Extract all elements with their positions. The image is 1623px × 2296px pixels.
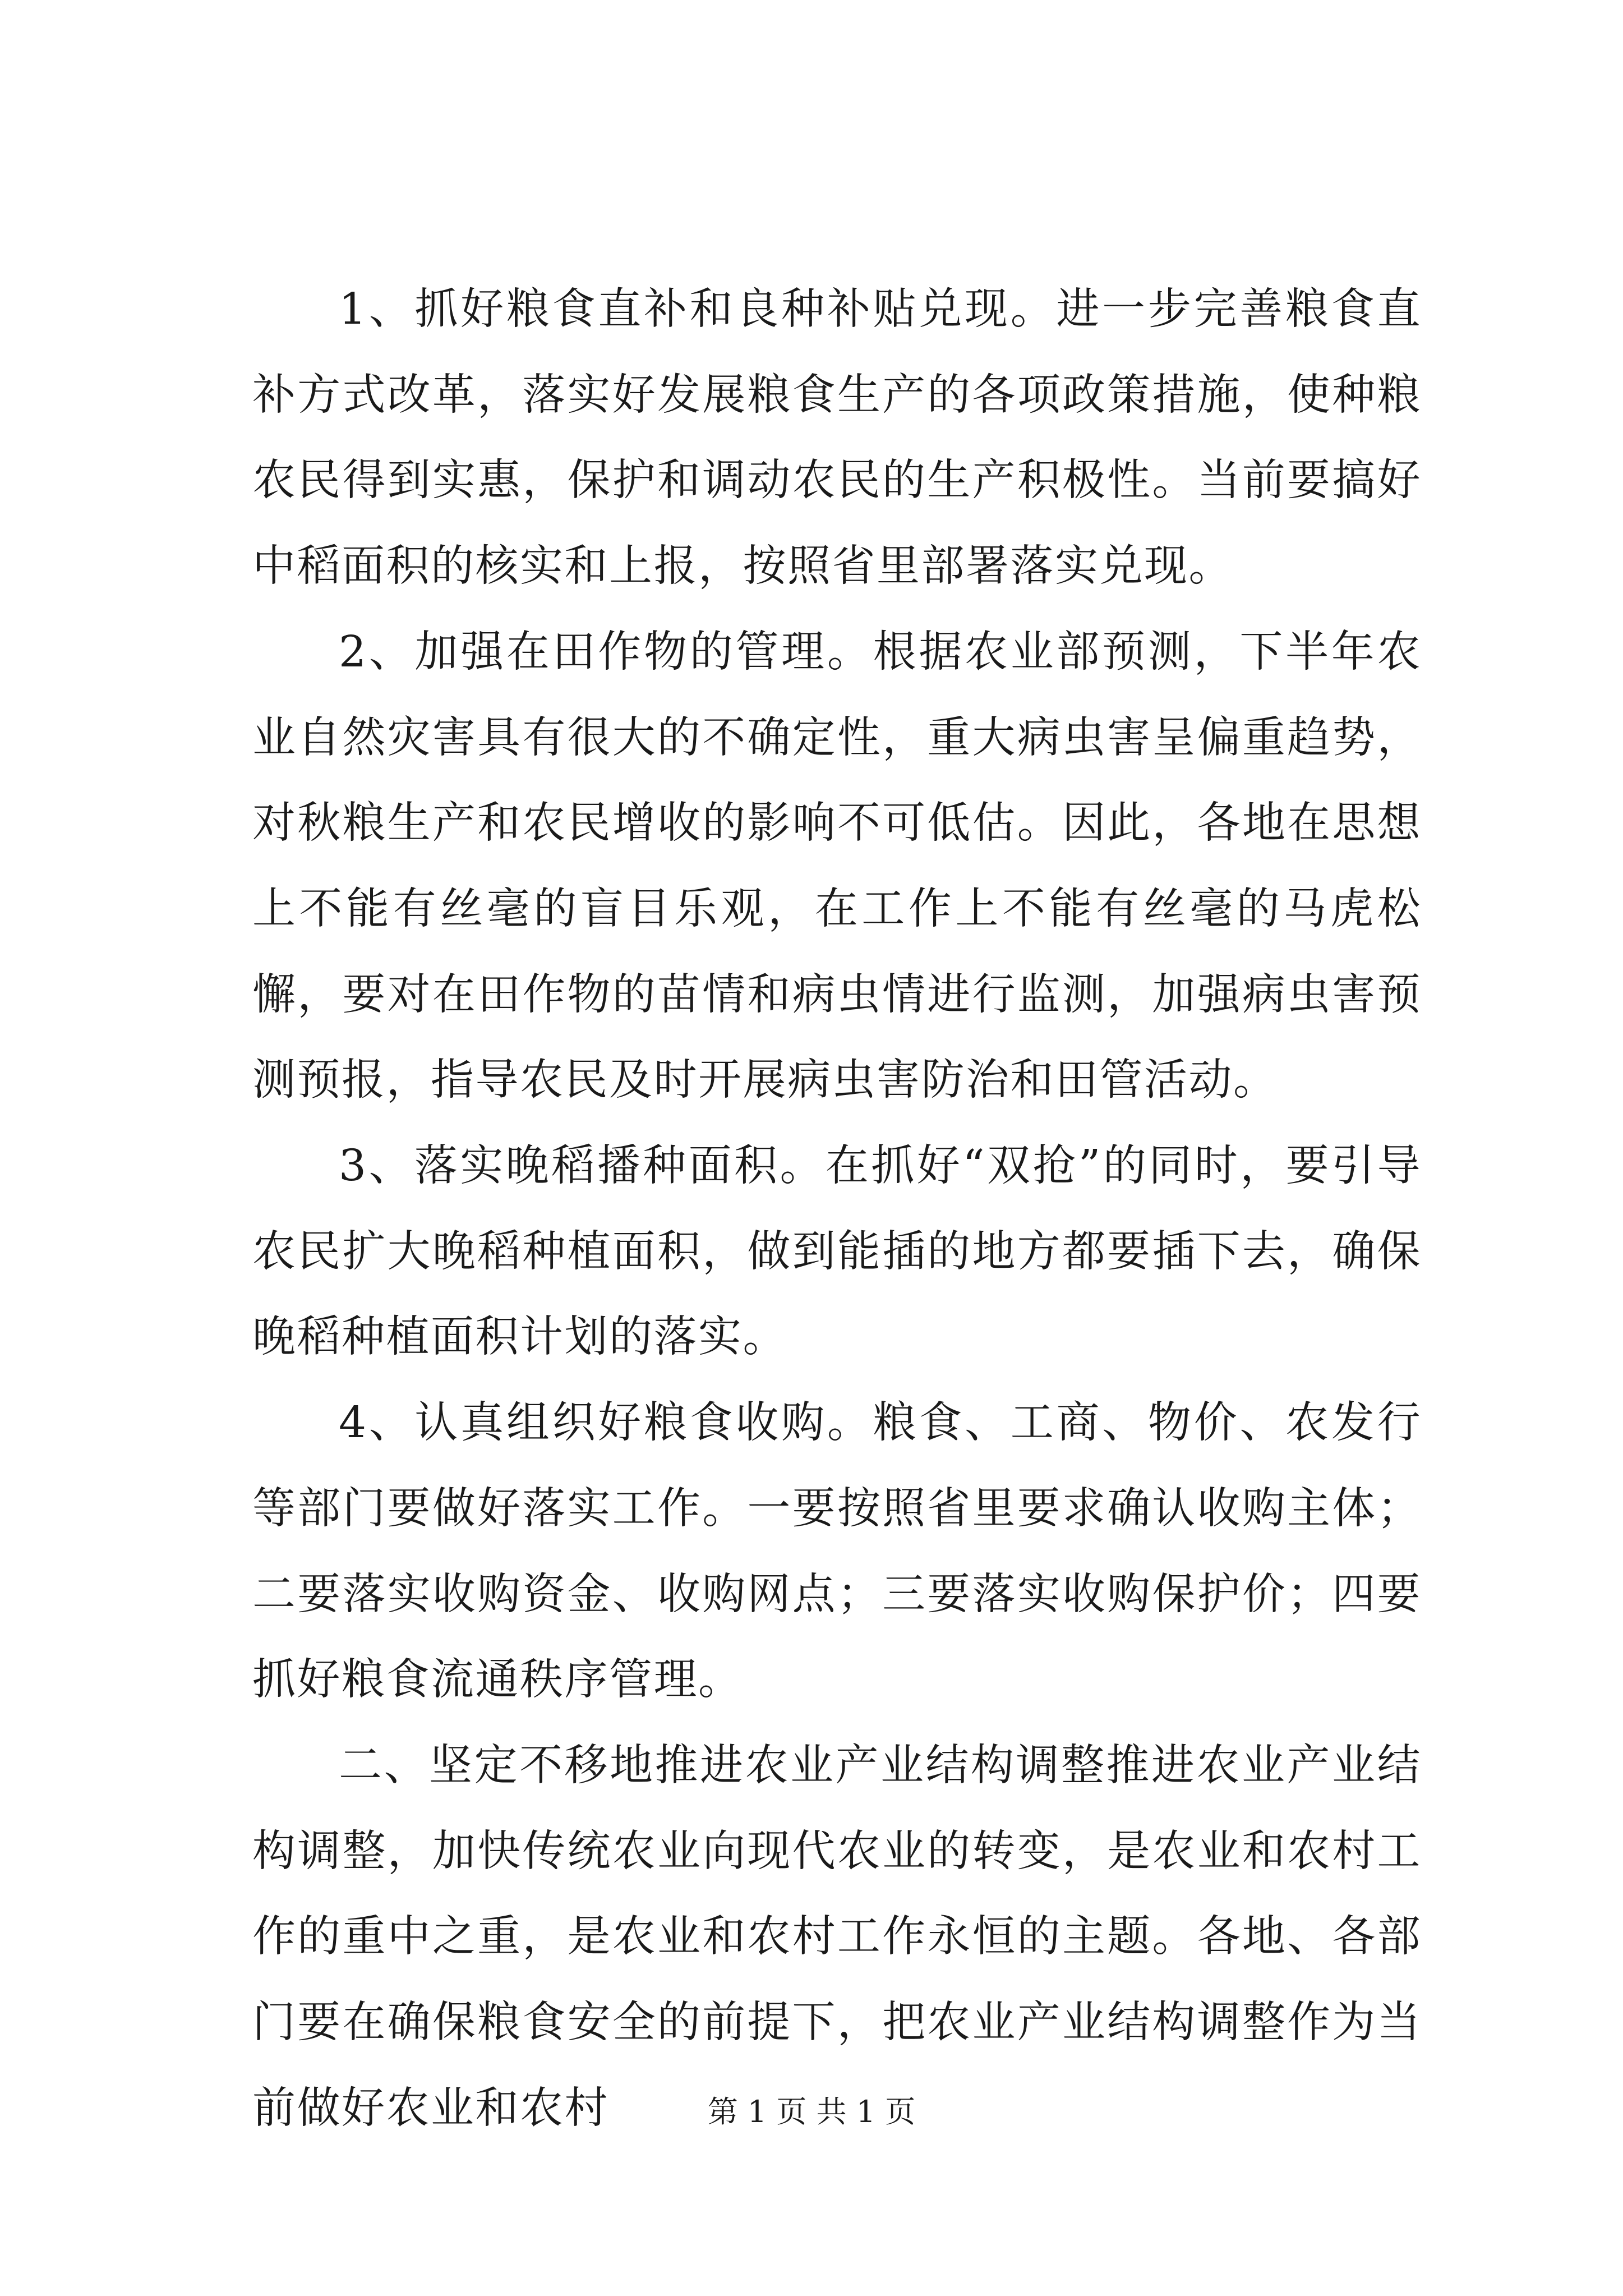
paragraph-3: 3、落实晚稻播种面积。在抓好“双抢”的同时，要引导农民扩大晚稻种植面积，做到能插的地方都要插下去，确保晚稻种植面积计划的落实。 [252,1141,1422,1363]
paragraph-2: 2、加强在田作物的管理。根据农业部预测，下半年农业自然灾害具有很大的不确定性，重大病虫害呈偏重趋势，对秋粮生产和农民增收的影响不可低估。因此，各地在思想上不能有丝毫的盲目乐观，在工作上不能有丝毫的马虎松懈，要对在田作物的苗情和病虫情进行监测，加强病虫害预测预报，指导农民及时开展病虫害防治和田管活动。 [252,627,1422,1106]
paragraph-5: 二、坚定不移地推进农业产业结构调整推进农业产业结构调整，加快传统农业向现代农业的转变，是农业和农村工作的重中之重，是农业和农村工作永恒的主题。各地、各部门要在确保粮食安全的前提下，把农业产业结构调整作为当前做好农业和农村 [252,1740,1422,2133]
document-body [252,267,1422,2151]
paragraph-4: 4、认真组织好粮食收购。粮食、工商、物价、农发行等部门要做好落实工作。一要按照省里要求确认收购主体；二要落实收购资金、收购网点；三要落实收购保护价；四要抓好粮食流通秩序管理。 [252,1398,1422,1705]
page-footer: 第 1 页 共 1 页 [707,2094,916,2129]
paragraph-1: 1、抓好粮食直补和良种补贴兑现。进一步完善粮食直补方式改革，落实好发展粮食生产的各项政策措施，使种粮农民得到实惠，保护和调动农民的生产积极性。当前要搞好中稻面积的核实和上报，按照省里部署落实兑现。 [252,284,1422,592]
